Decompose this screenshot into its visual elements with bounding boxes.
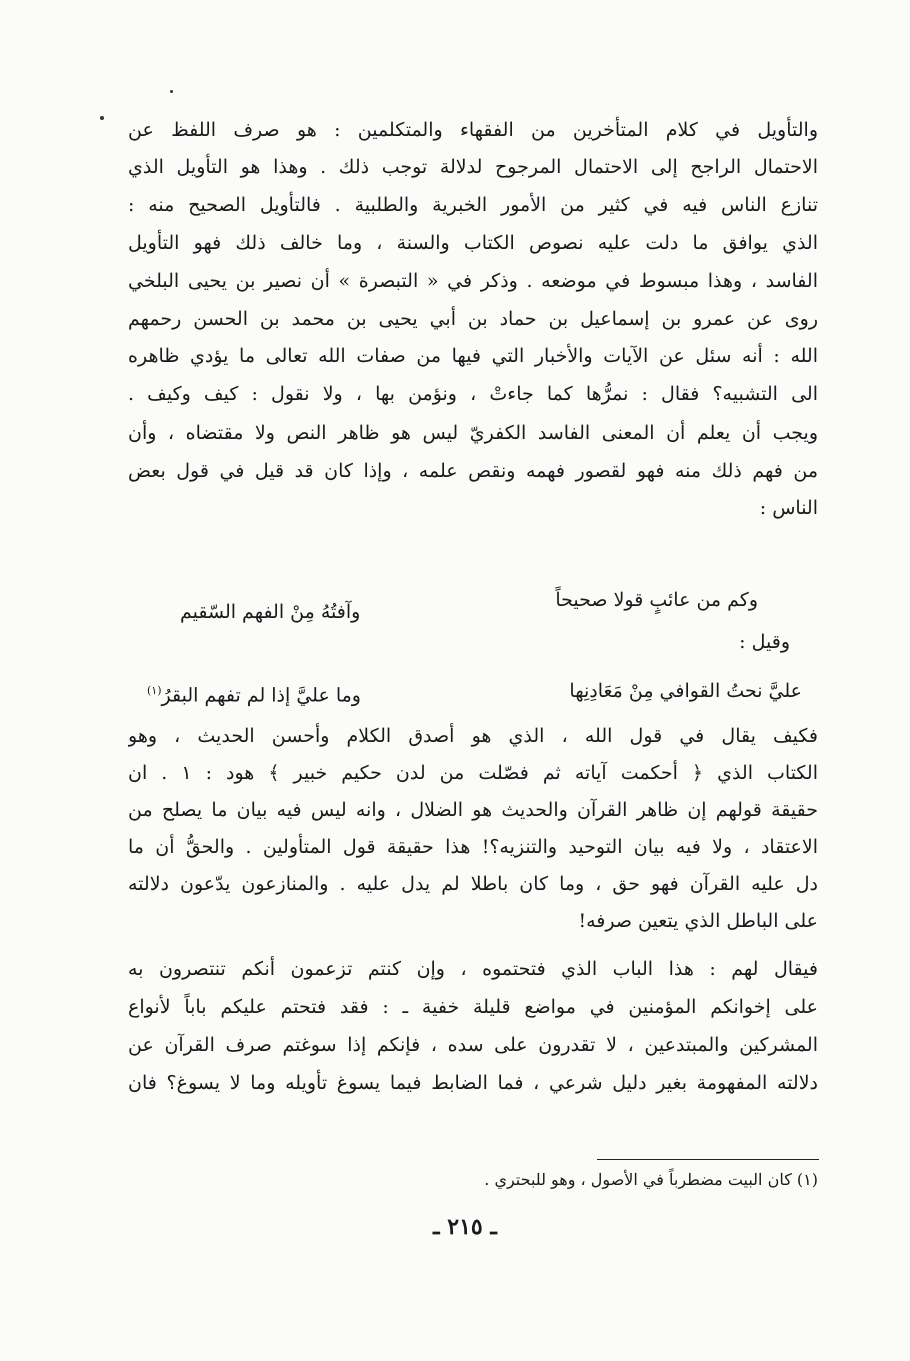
- text-line: الى التشبيه؟ فقال : نمرُّها كما جاءتْ ، ونؤمن بها ، ولا نقول : كيف وكيف .: [128, 383, 818, 405]
- verse-2-right-hemistich: عليَّ نحتُ القوافي مِنْ مَعَادِنِها: [569, 680, 802, 702]
- text-line: الاعتقاد ، ولا فيه بيان التوحيد والتنزيه؟! هذا حقيقة قول المتأولين . والحقُّ أن ما: [128, 836, 818, 858]
- verse-1-left-hemistich: وآفتُهُ مِنْ الفهم السّقيم: [180, 601, 361, 623]
- footnote-divider: [597, 1159, 819, 1160]
- text-line: على إخوانكم المؤمنين في مواضع قليلة خفية ـ : فقد فتحتم عليكم باباً لأنواع: [128, 996, 818, 1018]
- text-line: من فهم ذلك منه فهو لقصور فهمه ونقص علمه ، وإذا كان قد قيل في قول بعض: [128, 460, 818, 482]
- ink-speck: [170, 90, 173, 93]
- ink-speck: [100, 116, 104, 120]
- text-line: الله : أنه سئل عن الآيات والأخبار التي فيها من صفات الله تعالى ما يؤدي ظاهره: [128, 345, 818, 367]
- text-line: المشركين والمبتدعين ، لا تقدرون على سده ، فإنكم إذا سوغتم صرف القرآن عن: [128, 1034, 818, 1056]
- text-line: على الباطل الذي يتعين صرفه!: [578, 910, 818, 932]
- text-line: فيقال لهم : هذا الباب الذي فتحتموه ، وإن كنتم تزعمون أنكم تنتصرون به: [128, 958, 818, 980]
- text-line: دل عليه القرآن فهو حق ، وما كان باطلا لم يدل عليه . والمنازعون يدّعون دلالته: [128, 873, 818, 895]
- text-line: ويجب أن يعلم أن المعنى الفاسد الكفريّ ليس هو ظاهر النص ولا مقتضاه ، وأن: [128, 422, 818, 444]
- text-line: الذي يوافق ما دلت عليه نصوص الكتاب والسنة ، وما خالف ذلك فهو التأويل: [128, 232, 818, 254]
- footnote: (١) كان البيت مضطرباً في الأصول ، وهو للبحتري .: [484, 1170, 818, 1189]
- verse-intro: وقيل :: [739, 631, 790, 653]
- verse-1-right-hemistich: وكم من عائبٍ قولا صحيحاً: [555, 589, 758, 611]
- text-line: فكيف يقال في قول الله ، الذي هو أصدق الكلام وأحسن الحديث ، وهو: [128, 725, 818, 747]
- text-line: دلالته المفهومة بغير دليل شرعي ، فما الضابط فيما يسوغ تأويله وما لا يسوغ؟ فان: [128, 1072, 818, 1094]
- verse-2-left-hemistich: [147, 675, 361, 711]
- footnote-marker: (١): [147, 684, 162, 697]
- verse-2-left-text: وما عليَّ إذا لم تفهم البقرُ: [161, 684, 361, 707]
- text-line: الفاسد ، وهذا مبسوط في موضعه . وذكر في « التبصرة » أن نصير بن يحيى البلخي: [128, 270, 818, 292]
- text-line: والتأويل في كلام المتأخرين من الفقهاء والمتكلمين : هو صرف اللفظ عن: [128, 119, 818, 141]
- text-line: الناس :: [759, 497, 818, 519]
- text-line: تنازع الناس فيه في كثير من الأمور الخبرية والطلبية . فالتأويل الصحيح منه :: [128, 194, 818, 216]
- text-line: الاحتمال الراجح إلى الاحتمال المرجوح لدلالة توجب ذلك . وهذا هو التأويل الذي: [128, 156, 818, 178]
- page-number: ـ ٢١٥ ـ: [433, 1214, 497, 1240]
- text-line: الكتاب الذي ﴿ أحكمت آياته ثم فصّلت من لدن حكيم خبير ﴾ هود : ١ . ان: [128, 762, 818, 784]
- text-line: روى عن عمرو بن إسماعيل بن حماد بن أبي يحيى بن محمد بن الحسن رحمهم: [128, 308, 818, 330]
- text-line: حقيقة قولهم إن ظاهر القرآن والحديث هو الضلال ، وانه ليس فيه بيان ما يصلح من: [128, 799, 818, 821]
